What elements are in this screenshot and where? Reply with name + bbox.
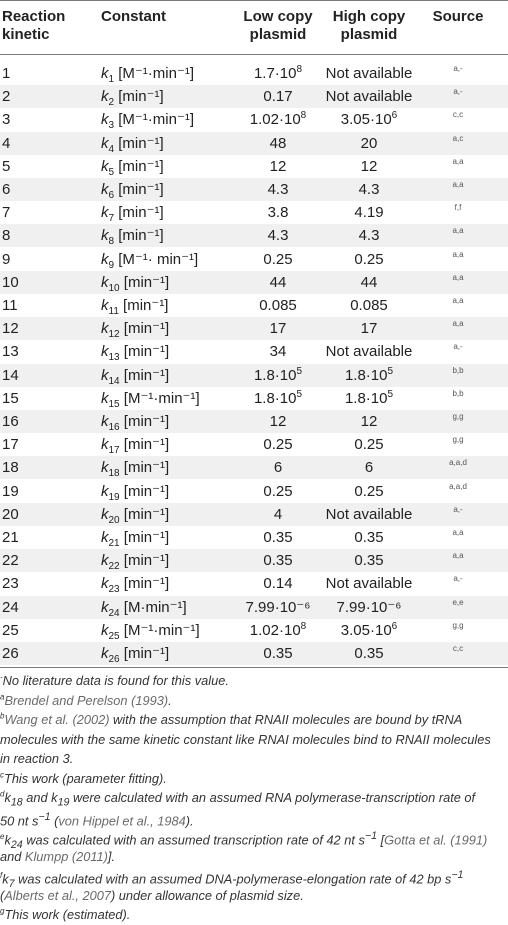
source-marks: a,a bbox=[452, 226, 464, 236]
table-row bbox=[0, 155, 508, 178]
source-marks: a,a bbox=[452, 272, 464, 282]
high-copy-value: 44 bbox=[360, 273, 378, 291]
rate-constant: $k_{19}$ [min⁻¹] bbox=[101, 482, 170, 503]
rate-constant: $k_{17}$ [min⁻¹] bbox=[101, 436, 170, 457]
header-low-line1: Low copy bbox=[243, 8, 313, 25]
rate-constant: $k_{21}$ [min⁻¹] bbox=[101, 529, 170, 549]
table-row bbox=[0, 294, 508, 317]
high-copy-value: 0.35 bbox=[354, 645, 384, 662]
table-row bbox=[0, 410, 508, 433]
source-marks: a,- bbox=[453, 504, 463, 514]
table-row bbox=[0, 248, 508, 271]
reaction-number: 20 bbox=[2, 505, 19, 523]
low-copy-value: 3.8 bbox=[267, 204, 289, 222]
high-copy-value: 6 bbox=[364, 459, 374, 477]
low-copy-value: 0.35 bbox=[263, 552, 293, 570]
low-copy-value: 0.25 bbox=[263, 250, 293, 268]
reaction-number: 16 bbox=[2, 413, 19, 430]
high-copy-value: Not available bbox=[325, 65, 413, 82]
reaction-number: 11 bbox=[2, 297, 18, 314]
high-copy-value: Not available bbox=[325, 343, 413, 361]
rate-constant: $k_7$ [min⁻¹] bbox=[101, 204, 164, 225]
low-copy-value: 0.35 bbox=[263, 529, 293, 546]
rate-constant: $k_{25}$ [M⁻¹·min⁻¹] bbox=[101, 621, 200, 642]
high-copy-value: 17 bbox=[360, 320, 378, 338]
header-constant: Constant bbox=[101, 8, 166, 25]
high-copy-value: $1.8\cdot 10^5$ bbox=[344, 365, 394, 384]
high-copy-value: Not available bbox=[325, 505, 413, 523]
source-marks: a,- bbox=[453, 342, 463, 352]
rate-constant: $k_4$ [min⁻¹] bbox=[101, 134, 164, 155]
high-copy-value: Not available bbox=[325, 88, 413, 106]
high-copy-value: 0.35 bbox=[354, 529, 384, 546]
rate-constant: $k_{23}$ [min⁻¹] bbox=[101, 575, 170, 596]
source-marks: a,a bbox=[452, 319, 464, 329]
source-marks: g,g bbox=[452, 412, 464, 421]
low-copy-value: $1.02\cdot 10^8$ bbox=[249, 110, 307, 129]
high-copy-value: 0.25 bbox=[354, 250, 384, 268]
footnote-line: $^g$This work (estimated). bbox=[0, 906, 131, 923]
source-marks: e,e bbox=[452, 597, 464, 607]
source-marks: a,a bbox=[452, 528, 464, 537]
high-copy-value: 7.99·10⁻⁶ bbox=[336, 598, 402, 616]
table-row bbox=[0, 108, 508, 131]
header-reaction-line2: kinetic bbox=[2, 26, 50, 43]
table-row bbox=[0, 178, 508, 201]
high-copy-value: 0.085 bbox=[350, 297, 388, 314]
reaction-number: 2 bbox=[2, 88, 11, 106]
table-row bbox=[0, 480, 508, 503]
source-marks: a,a bbox=[452, 156, 464, 166]
table-row bbox=[0, 619, 508, 642]
footnote-line: $^dk_{18}$ and $k_{19}$ were calculated with an assumed RNA polymerase-transcription rate of bbox=[0, 789, 476, 809]
reaction-number: 14 bbox=[2, 366, 19, 384]
header-reaction-line1: Reaction bbox=[2, 8, 66, 25]
rate-constant: $k_{26}$ [min⁻¹] bbox=[101, 645, 170, 665]
rate-constant: $k_{16}$ [min⁻¹] bbox=[101, 413, 170, 433]
source-marks: a,a bbox=[452, 180, 464, 189]
high-copy-value: 0.35 bbox=[354, 552, 384, 570]
low-copy-value: 17 bbox=[269, 320, 287, 338]
header-reaction-kinetic bbox=[2, 8, 65, 44]
low-copy-value: 0.14 bbox=[263, 575, 293, 593]
footnote-line: molecules with the same kinetic constant like RNAI molecules bind to RNAII molecules bbox=[0, 731, 491, 747]
footnote-line: $^a$Brendel and Perelson (1993). bbox=[0, 692, 172, 708]
low-copy-value: $1.7\cdot 10^8$ bbox=[253, 64, 303, 82]
reaction-number: 9 bbox=[2, 250, 11, 268]
low-copy-value: 7.99·10⁻⁶ bbox=[245, 598, 311, 616]
source-marks: c,c bbox=[452, 110, 464, 120]
source-marks: b,b bbox=[452, 388, 464, 398]
reaction-number: 24 bbox=[2, 598, 19, 616]
reaction-number: 1 bbox=[2, 65, 11, 82]
footnote-line: -No literature data is found for this value. bbox=[0, 672, 229, 689]
low-copy-value: 0.085 bbox=[259, 297, 297, 314]
reaction-number: 6 bbox=[2, 181, 11, 198]
header-source: Source bbox=[432, 8, 484, 25]
rate-constant: $k_2$ [min⁻¹] bbox=[101, 88, 164, 109]
high-copy-value: 12 bbox=[360, 413, 378, 430]
source-marks: a,- bbox=[453, 64, 463, 73]
table-row bbox=[0, 364, 508, 387]
rate-constant: $k_{18}$ [min⁻¹] bbox=[101, 459, 170, 480]
rate-constant: $k_{12}$ [min⁻¹] bbox=[101, 320, 170, 341]
high-copy-value: Not available bbox=[325, 575, 413, 593]
source-marks: g,g bbox=[452, 620, 464, 630]
low-copy-value: 48 bbox=[269, 134, 287, 152]
footnote-line: $^ek_{24}$ was calculated with an assumed transcription rate of 42 nt $s^{-1}$ [Gotta et al. (1991) bbox=[0, 830, 488, 851]
table-row bbox=[0, 317, 508, 340]
low-copy-value: 34 bbox=[269, 343, 287, 361]
table-row bbox=[0, 456, 508, 479]
reaction-number: 25 bbox=[2, 621, 19, 639]
header-high-copy bbox=[310, 8, 428, 44]
high-copy-value: 4.19 bbox=[354, 204, 384, 222]
table-row bbox=[0, 526, 508, 549]
reaction-number: 7 bbox=[2, 204, 11, 222]
table-row bbox=[0, 596, 508, 619]
low-copy-value: $1.02\cdot 10^8$ bbox=[249, 620, 307, 639]
footnote-line: and Klumpp (2011)]. bbox=[0, 848, 116, 864]
low-copy-value: 4 bbox=[273, 505, 283, 523]
source-marks: a,- bbox=[453, 574, 463, 584]
source-marks: c,c bbox=[452, 644, 464, 653]
source-marks: a,a,d bbox=[449, 458, 467, 468]
reaction-number: 22 bbox=[2, 552, 19, 570]
low-copy-value: $1.8\cdot 10^5$ bbox=[253, 388, 303, 407]
rate-constant: $k_3$ [M⁻¹·min⁻¹] bbox=[101, 111, 195, 132]
high-copy-value: 0.25 bbox=[354, 436, 384, 454]
high-copy-value: 4.3 bbox=[358, 227, 380, 245]
source-marks: a,- bbox=[453, 87, 463, 97]
footnote-line: $^c$This work (parameter fitting). bbox=[0, 770, 167, 786]
header-high-line2: plasmid bbox=[340, 26, 398, 43]
low-copy-value: 0.25 bbox=[263, 436, 293, 454]
low-copy-value: 0.17 bbox=[263, 88, 293, 106]
high-copy-value: 0.25 bbox=[354, 482, 384, 500]
rate-constant: $k_{11}$ [min⁻¹] bbox=[101, 297, 169, 317]
footnote-line: (Alberts et al., 2007) under allowance of plasmid size. bbox=[0, 887, 304, 903]
rate-constant: $k_{24}$ [M·min⁻¹] bbox=[101, 598, 187, 619]
table-row bbox=[0, 271, 508, 294]
reaction-number: 12 bbox=[2, 320, 19, 338]
low-copy-value: 12 bbox=[269, 157, 287, 175]
table-top-rule bbox=[0, 0, 508, 1]
rate-constant: $k_1$ [M⁻¹·min⁻¹] bbox=[101, 65, 195, 85]
reaction-number: 18 bbox=[2, 459, 19, 477]
source-marks: a,a bbox=[452, 551, 464, 561]
table-row bbox=[0, 387, 508, 410]
low-copy-value: 44 bbox=[269, 273, 287, 291]
reaction-number: 3 bbox=[2, 111, 11, 129]
table-row bbox=[0, 433, 508, 456]
footnote-line: $^b$Wang et al. (2002) with the assumption that RNAII molecules are bound by tRNA bbox=[0, 711, 463, 728]
reaction-number: 21 bbox=[2, 529, 19, 546]
table-row bbox=[0, 642, 508, 665]
high-copy-value: 12 bbox=[360, 157, 378, 175]
reaction-number: 4 bbox=[2, 134, 11, 152]
reaction-number: 8 bbox=[2, 227, 11, 245]
high-copy-value: $3.05\cdot 10^6$ bbox=[340, 620, 398, 639]
low-copy-value: 12 bbox=[269, 413, 287, 430]
header-low-line2: plasmid bbox=[249, 26, 307, 43]
footnote-line: 50 nt $s^{-1}$ (von Hippel et al., 1984). bbox=[0, 810, 194, 828]
source-marks: a,a bbox=[452, 249, 464, 259]
low-copy-value: 4.3 bbox=[267, 227, 289, 245]
low-copy-value: 4.3 bbox=[267, 181, 289, 198]
low-copy-value: 6 bbox=[273, 459, 283, 477]
low-copy-value: 0.25 bbox=[263, 482, 293, 500]
rate-constant: $k_6$ [min⁻¹] bbox=[101, 181, 164, 201]
low-copy-value: 0.35 bbox=[263, 645, 293, 662]
high-copy-value: 20 bbox=[360, 134, 378, 152]
table-row bbox=[0, 340, 508, 363]
reaction-number: 10 bbox=[2, 273, 19, 291]
reaction-number: 17 bbox=[2, 436, 19, 454]
table-row bbox=[0, 62, 508, 85]
reaction-number: 23 bbox=[2, 575, 19, 593]
rate-constant: $k_5$ [min⁻¹] bbox=[101, 157, 164, 178]
rate-constant: $k_{10}$ [min⁻¹] bbox=[101, 273, 170, 294]
source-marks: a,a bbox=[452, 296, 464, 305]
rate-constant: $k_9$ [M⁻¹· min⁻¹] bbox=[101, 250, 199, 271]
footnote-line: $^fk_7$ was calculated with an assumed DNA-polymerase-elongation rate of 42 bp $s^{-1}$ bbox=[0, 869, 464, 890]
source-marks: b,b bbox=[452, 365, 464, 375]
table-row bbox=[0, 201, 508, 224]
header-high-line1: High copy bbox=[332, 8, 406, 25]
rate-constant: $k_8$ [min⁻¹] bbox=[101, 227, 164, 248]
reaction-number: 26 bbox=[2, 645, 19, 662]
rate-constant: $k_{20}$ [min⁻¹] bbox=[101, 505, 170, 526]
high-copy-value: 4.3 bbox=[358, 181, 380, 198]
table-bottom-rule bbox=[0, 667, 508, 668]
table-row bbox=[0, 132, 508, 155]
reaction-number: 19 bbox=[2, 482, 19, 500]
high-copy-value: $1.8\cdot 10^5$ bbox=[344, 388, 394, 407]
source-marks: a,c bbox=[452, 133, 464, 143]
source-marks: g,g bbox=[452, 435, 464, 445]
source-marks: f,f bbox=[454, 203, 462, 213]
header-rule bbox=[0, 54, 508, 55]
table-row bbox=[0, 224, 508, 247]
rate-constant: $k_{14}$ [min⁻¹] bbox=[101, 366, 170, 387]
footnote-line: in reaction 3. bbox=[0, 751, 74, 767]
rate-constant: $k_{13}$ [min⁻¹] bbox=[101, 343, 170, 364]
table-row bbox=[0, 572, 508, 595]
table-row bbox=[0, 85, 508, 108]
table-row bbox=[0, 549, 508, 572]
reaction-number: 5 bbox=[2, 157, 11, 175]
reaction-number: 13 bbox=[2, 343, 19, 361]
low-copy-value: $1.8\cdot 10^5$ bbox=[253, 365, 303, 384]
rate-constant: $k_{22}$ [min⁻¹] bbox=[101, 552, 170, 573]
source-marks: a,a,d bbox=[449, 481, 467, 491]
high-copy-value: $3.05\cdot 10^6$ bbox=[340, 110, 398, 129]
rate-constant: $k_{15}$ [M⁻¹·min⁻¹] bbox=[101, 389, 200, 410]
table-row bbox=[0, 503, 508, 526]
reaction-number: 15 bbox=[2, 389, 19, 407]
